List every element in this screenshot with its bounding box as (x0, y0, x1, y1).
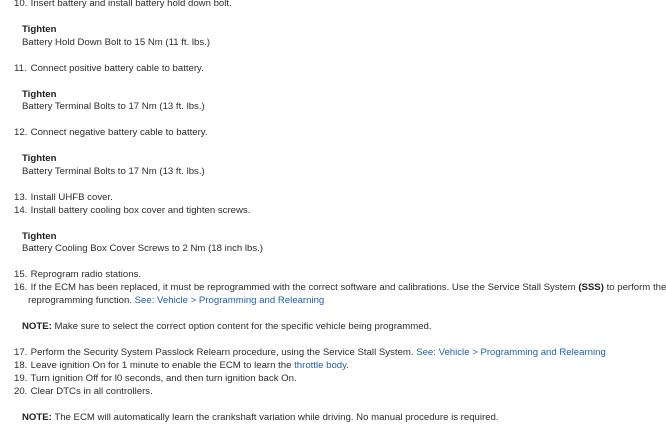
step-12: 12. Connect negative battery cable to battery. (14, 127, 208, 138)
tighten-heading: Tighten (22, 24, 57, 35)
step-19: 19. Turn ignition Off for l0 seconds, and then turn ignition back On. (14, 373, 297, 384)
throttle-body-link[interactable]: throttle body (294, 360, 347, 371)
step-13: 13. Install UHFB cover. (14, 192, 113, 203)
torque-spec: Battery Terminal Bolts to 17 Nm (13 ft. lbs.) (22, 166, 205, 177)
step-18: 18. Leave ignition On for 1 minute to enable the ECM to learn the throttle body. (14, 360, 349, 371)
torque-spec: Battery Hold Down Bolt to 15 Nm (11 ft. lbs.) (22, 37, 211, 48)
step-11: 11. Connect positive battery cable to battery. (14, 63, 204, 74)
step-16-continued: reprogramming function. See: Vehicle > Programming and Relearning (28, 295, 325, 306)
programming-relearning-link[interactable]: See: Vehicle > Programming and Relearning (416, 347, 606, 358)
note-callout: NOTE: Make sure to select the correct option content for the specific vehicle being programmed. (22, 321, 432, 332)
step-20: 20. Clear DTCs in all controllers. (14, 386, 153, 397)
tighten-heading: Tighten (22, 231, 57, 242)
step-17: 17. Perform the Security System Passlock Relearn procedure, using the Service Stall System. See: Vehicle > Programming and Relearning (14, 347, 606, 358)
tighten-heading: Tighten (22, 153, 57, 164)
note-label: NOTE: (22, 412, 52, 423)
note-callout: NOTE: The ECM will automatically learn the crankshaft variation while driving. No manual procedure is required. (22, 412, 499, 423)
note-label: NOTE: (22, 321, 52, 332)
step-14: 14. Install battery cooling box cover and tighten screws. (14, 205, 251, 216)
programming-relearning-link[interactable]: See: Vehicle > Programming and Relearning (134, 295, 325, 306)
step-16: 16. If the ECM has been replaced, it must be reprogrammed with the correct software and calibrations. Use the Service Stall System (SSS) to perform the (14, 282, 666, 293)
tighten-heading: Tighten (22, 89, 57, 100)
torque-spec: Battery Terminal Bolts to 17 Nm (13 ft. lbs.) (22, 101, 205, 112)
step-10: 10. Insert battery and install battery hold down bolt. (14, 0, 232, 9)
torque-spec: Battery Cooling Box Cover Screws to 2 Nm (18 inch lbs.) (22, 243, 264, 254)
step-15: 15. Reprogram radio stations. (14, 269, 142, 280)
sss-abbreviation: (SSS) (578, 282, 604, 293)
